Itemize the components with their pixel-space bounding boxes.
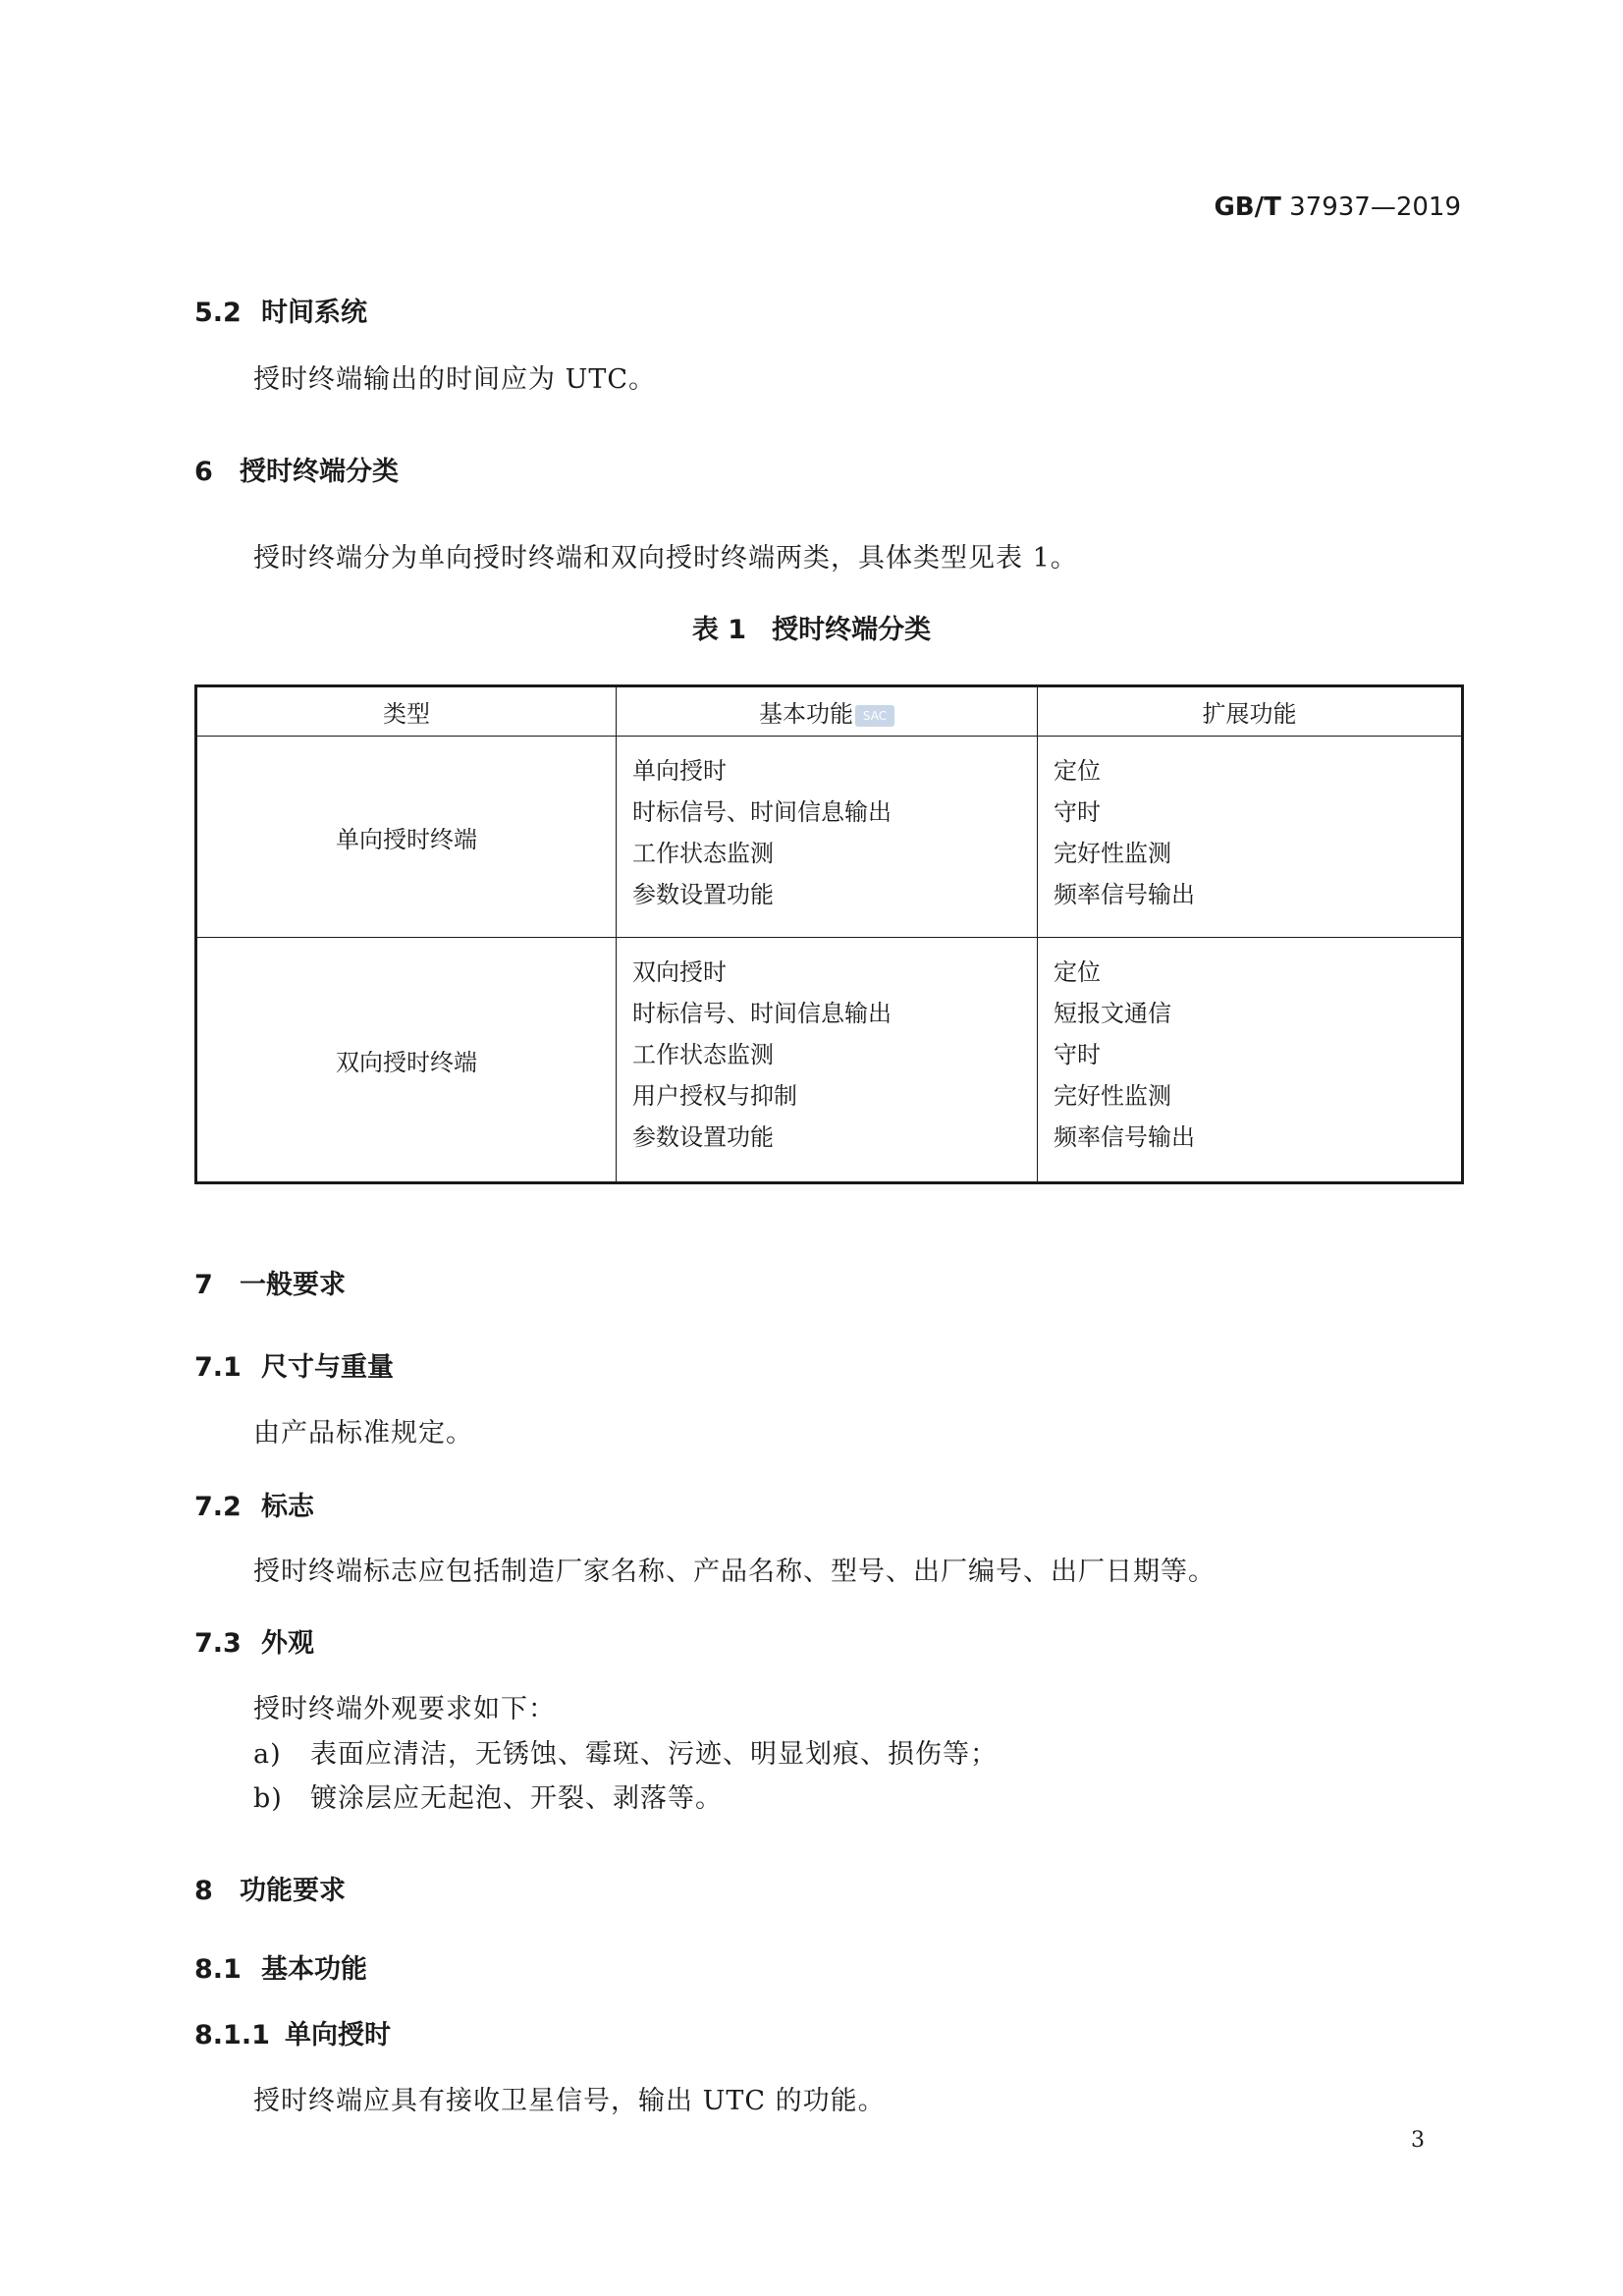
page-number: 3 — [1411, 2128, 1425, 2153]
list-item: 单向授时 — [632, 757, 727, 785]
item-text: 表面应清洁，无锈蚀、霉斑、污迹、明显划痕、损伤等； — [310, 1739, 998, 1770]
section-title: 尺寸与重量 — [261, 1352, 394, 1383]
section-number: 7.1 — [194, 1352, 242, 1383]
header-type: 类型 — [196, 686, 617, 737]
table-caption-title: 授时终端分类 — [772, 615, 932, 645]
code-prefix: GB/T — [1214, 192, 1281, 222]
list-item: 时标信号、时间信息输出 — [632, 1000, 892, 1027]
section-title: 功能要求 — [240, 1876, 346, 1906]
section-number: 6 — [194, 457, 213, 487]
list-item: 双向授时 — [632, 958, 727, 986]
section-title: 标志 — [261, 1492, 314, 1522]
list-item — [253, 1777, 723, 1815]
section-6-heading — [194, 450, 399, 488]
cell-extended-functions — [1038, 737, 1463, 938]
table-caption — [0, 608, 1623, 646]
code-number: 37937—2019 — [1289, 192, 1461, 222]
section-number: 7.2 — [194, 1492, 242, 1522]
section-number: 5.2 — [194, 298, 242, 328]
list-item: 守时 — [1054, 798, 1101, 826]
item-mark: a) — [253, 1739, 282, 1770]
section-7-2-body: 授时终端标志应包括制造厂家名称、产品名称、型号、出厂编号、出厂日期等。 — [253, 1557, 1216, 1587]
list-item: 时标信号、时间信息输出 — [632, 798, 892, 826]
section-title: 时间系统 — [261, 298, 367, 328]
section-8-heading — [194, 1869, 346, 1907]
list-item: 参数设置功能 — [632, 1123, 774, 1151]
section-7-2-heading — [194, 1485, 314, 1523]
cell-basic-functions — [617, 737, 1038, 938]
table-header-row — [196, 686, 1463, 737]
list-item: 工作状态监测 — [632, 1041, 774, 1068]
list-item: 频率信号输出 — [1054, 1123, 1195, 1151]
section-7-1-heading — [194, 1345, 394, 1384]
section-number: 8 — [194, 1876, 213, 1906]
cell-type: 双向授时终端 — [196, 938, 617, 1183]
section-7-heading — [194, 1263, 346, 1301]
list-item: 定位 — [1054, 757, 1101, 785]
section-8-1-1-body: 授时终端应具有接收卫星信号，输出 UTC 的功能。 — [253, 2086, 886, 2116]
section-title: 外观 — [261, 1628, 314, 1659]
item-mark: b) — [253, 1783, 283, 1814]
section-title: 单向授时 — [285, 2020, 391, 2050]
list-item: 短报文通信 — [1054, 1000, 1171, 1027]
list-item: 完好性监测 — [1054, 1082, 1171, 1110]
table-caption-number: 表 1 — [691, 615, 747, 645]
classification-table — [194, 684, 1464, 1184]
list-item: 完好性监测 — [1054, 840, 1171, 867]
section-7-1-body: 由产品标准规定。 — [253, 1418, 473, 1449]
cell-basic-functions — [617, 938, 1038, 1183]
section-8-1-1-heading — [194, 2013, 391, 2051]
section-number: 8.1 — [194, 1954, 242, 1985]
list-item — [253, 1732, 998, 1771]
section-title: 一般要求 — [240, 1270, 346, 1300]
section-number: 7.3 — [194, 1628, 242, 1659]
section-8-1-heading — [194, 1947, 367, 1986]
list-item: 用户授权与抑制 — [632, 1082, 797, 1110]
section-title: 授时终端分类 — [240, 457, 399, 487]
list-item: 参数设置功能 — [632, 881, 774, 908]
list-item: 频率信号输出 — [1054, 881, 1195, 908]
section-5-2-body: 授时终端输出的时间应为 UTC。 — [253, 364, 657, 395]
list-item: 工作状态监测 — [632, 840, 774, 867]
table-row — [196, 938, 1463, 1183]
document-code — [1214, 192, 1461, 222]
list-item: 守时 — [1054, 1041, 1101, 1068]
item-text: 镀涂层应无起泡、开裂、剥落等。 — [310, 1783, 723, 1814]
section-title: 基本功能 — [261, 1954, 367, 1985]
section-number: 7 — [194, 1270, 213, 1300]
header-extended-function: 扩展功能 — [1038, 686, 1463, 737]
list-item: 定位 — [1054, 958, 1101, 986]
sac-watermark: SAC — [855, 705, 894, 727]
section-7-3-body: 授时终端外观要求如下： — [253, 1694, 556, 1724]
section-6-body: 授时终端分为单向授时终端和双向授时终端两类，具体类型见表 1。 — [253, 543, 1078, 574]
section-5-2-heading — [194, 291, 367, 329]
header-basic-function: 基本功能 SAC — [617, 686, 1038, 737]
cell-type: 单向授时终端 — [196, 737, 617, 938]
section-number: 8.1.1 — [194, 2020, 270, 2050]
section-7-3-heading — [194, 1621, 314, 1660]
table-row — [196, 737, 1463, 938]
cell-extended-functions — [1038, 938, 1463, 1183]
